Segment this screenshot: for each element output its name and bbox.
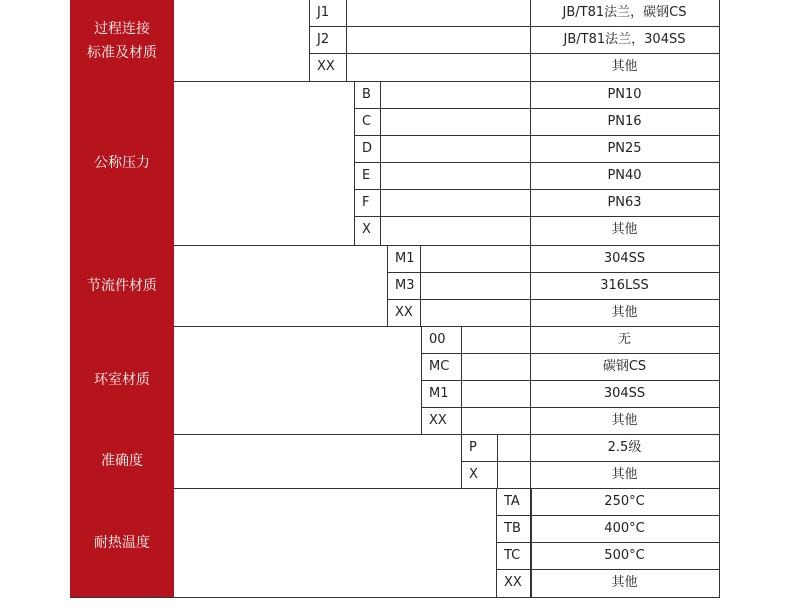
option-code: 00 — [429, 332, 446, 347]
option-code: M1 — [429, 386, 449, 401]
option-description: 其他 — [611, 467, 638, 482]
option-description: 400°C — [604, 521, 645, 536]
section-label — [70, 0, 174, 81]
section-label — [70, 326, 174, 434]
option-code: X — [362, 222, 371, 237]
option-code: C — [362, 114, 372, 129]
option-description: 316LSS — [600, 278, 649, 293]
section-label — [70, 245, 174, 326]
code-column-right-line — [420, 245, 421, 326]
option-code: X — [469, 467, 478, 482]
section-label-text: 耐热温度 — [94, 534, 150, 551]
section-label — [70, 434, 174, 488]
section-label — [70, 488, 174, 597]
option-description: 其他 — [611, 222, 638, 237]
option-description: 其他 — [611, 575, 638, 590]
option-description: 2.5级 — [607, 440, 642, 455]
option-code: XX — [395, 305, 413, 320]
option-description: 碳钢CS — [602, 359, 647, 374]
option-description: 其他 — [611, 413, 638, 428]
option-code: B — [362, 87, 371, 102]
option-description: PN63 — [607, 195, 642, 210]
option-code: J2 — [317, 32, 330, 47]
option-code: F — [362, 195, 370, 210]
option-code: D — [362, 141, 373, 156]
section-label-text: 过程连接 标准及材质 — [87, 20, 157, 61]
option-code: TA — [504, 494, 520, 509]
option-description: PN40 — [607, 168, 642, 183]
option-description: 其他 — [611, 305, 638, 320]
option-code: M3 — [395, 278, 415, 293]
option-description: PN10 — [607, 87, 642, 102]
section-divider — [70, 597, 720, 598]
option-code: TC — [504, 548, 521, 563]
option-code: XX — [429, 413, 447, 428]
option-description: 无 — [617, 332, 631, 347]
option-description: 500°C — [604, 548, 645, 563]
section-label-text: 节流件材质 — [87, 277, 157, 294]
option-description: 304SS — [603, 386, 646, 401]
code-column-right-line — [346, 0, 347, 81]
option-description: 304SS — [603, 251, 646, 266]
option-code: XX — [504, 575, 522, 590]
option-code: E — [362, 168, 371, 183]
section-label — [70, 81, 174, 245]
option-description: 其他 — [611, 59, 638, 74]
option-code: J1 — [317, 5, 330, 20]
option-description: 250°C — [604, 494, 645, 509]
option-description: JB/T81法兰，碳钢CS — [562, 5, 687, 20]
code-column-right-line — [380, 81, 381, 245]
option-description: JB/T81法兰，304SS — [563, 32, 686, 47]
section-label-text: 公称压力 — [94, 155, 150, 171]
section-label-text: 准确度 — [101, 453, 143, 469]
option-code: MC — [429, 359, 450, 374]
option-code: XX — [317, 59, 335, 74]
section-label-text: 环室材质 — [94, 372, 150, 388]
option-code: TB — [504, 521, 521, 536]
option-description: PN16 — [607, 114, 642, 129]
option-code: M1 — [395, 251, 415, 266]
option-code: P — [469, 440, 477, 455]
option-description: PN25 — [607, 141, 642, 156]
